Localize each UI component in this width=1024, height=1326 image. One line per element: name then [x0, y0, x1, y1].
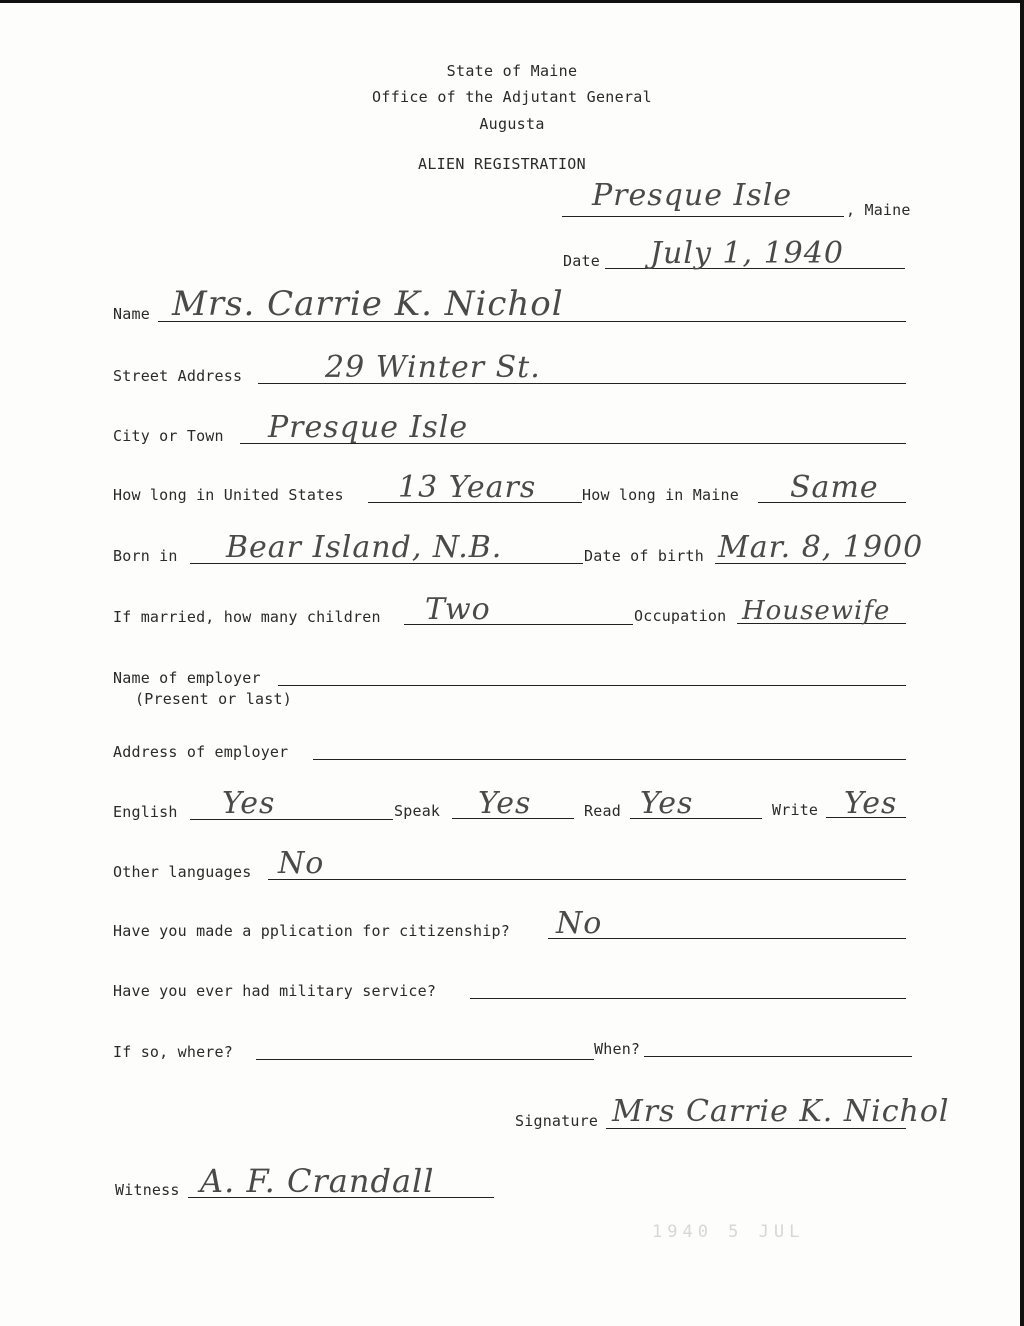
dob-value: Mar. 8, 1900	[718, 530, 924, 565]
other-languages-value: No	[278, 846, 325, 881]
citizenship-label: Have you made a pplication for citizenship?	[113, 922, 510, 940]
employer-name-label: Name of employer	[113, 669, 261, 687]
english-label: English	[113, 803, 178, 821]
witness-label: Witness	[115, 1181, 180, 1199]
employer-name-line	[278, 685, 906, 686]
date-value: July 1, 1940	[650, 236, 844, 271]
name-value: Mrs. Carrie K. Nichol	[172, 284, 564, 324]
town-value: Presque Isle	[592, 178, 793, 213]
signature-value: Mrs Carrie K. Nichol	[612, 1094, 950, 1129]
street-label: Street Address	[113, 367, 243, 385]
english-line	[190, 819, 393, 820]
town-line	[562, 216, 844, 217]
if-so-where-label: If so, where?	[113, 1043, 233, 1061]
city-value: Presque Isle	[268, 410, 469, 445]
other-languages-label: Other languages	[113, 863, 252, 881]
military-line	[470, 998, 906, 999]
scan-border-top	[0, 0, 1024, 3]
dob-label: Date of birth	[584, 547, 704, 565]
born-in-label: Born in	[113, 547, 178, 565]
city-label: City or Town	[113, 427, 224, 445]
military-label: Have you ever had military service?	[113, 982, 437, 1000]
header-state: State of Maine	[446, 62, 578, 80]
write-label: Write	[772, 801, 819, 819]
english-value: Yes	[222, 786, 276, 821]
name-label: Name	[113, 305, 150, 323]
occupation-value: Housewife	[742, 596, 891, 626]
occupation-label: Occupation	[634, 607, 727, 625]
other-languages-line	[268, 879, 906, 880]
date-label: Date	[563, 252, 600, 270]
employer-address-label: Address of employer	[113, 743, 289, 761]
employer-address-line	[313, 759, 906, 760]
read-label: Read	[584, 802, 621, 820]
citizenship-value: No	[556, 906, 603, 941]
years-maine-label: How long in Maine	[582, 486, 739, 504]
born-in-value: Bear Island, N.B.	[226, 530, 503, 565]
write-value: Yes	[844, 786, 898, 821]
employer-note-label: (Present or last)	[135, 690, 292, 708]
speak-value: Yes	[478, 786, 532, 821]
header-office: Office of the Adjutant General	[372, 88, 652, 106]
street-value: 29 Winter St.	[325, 350, 541, 385]
years-us-label: How long in United States	[113, 486, 344, 504]
when-label: When?	[594, 1040, 641, 1058]
children-label: If married, how many children	[113, 608, 381, 626]
read-value: Yes	[640, 786, 694, 821]
if-so-where-line	[256, 1059, 594, 1060]
state-suffix-label: , Maine	[846, 201, 911, 219]
received-stamp: 1940 5 JUL	[652, 1222, 805, 1242]
years-maine-value: Same	[790, 470, 879, 505]
header-city: Augusta	[479, 115, 545, 133]
scan-border-right	[1020, 0, 1024, 1326]
form-title: ALIEN REGISTRATION	[418, 155, 586, 173]
when-line	[644, 1056, 912, 1057]
signature-label: Signature	[515, 1112, 599, 1130]
witness-value: A. F. Crandall	[200, 1162, 435, 1200]
speak-label: Speak	[394, 802, 441, 820]
years-us-value: 13 Years	[398, 470, 537, 505]
children-value: Two	[425, 592, 491, 627]
